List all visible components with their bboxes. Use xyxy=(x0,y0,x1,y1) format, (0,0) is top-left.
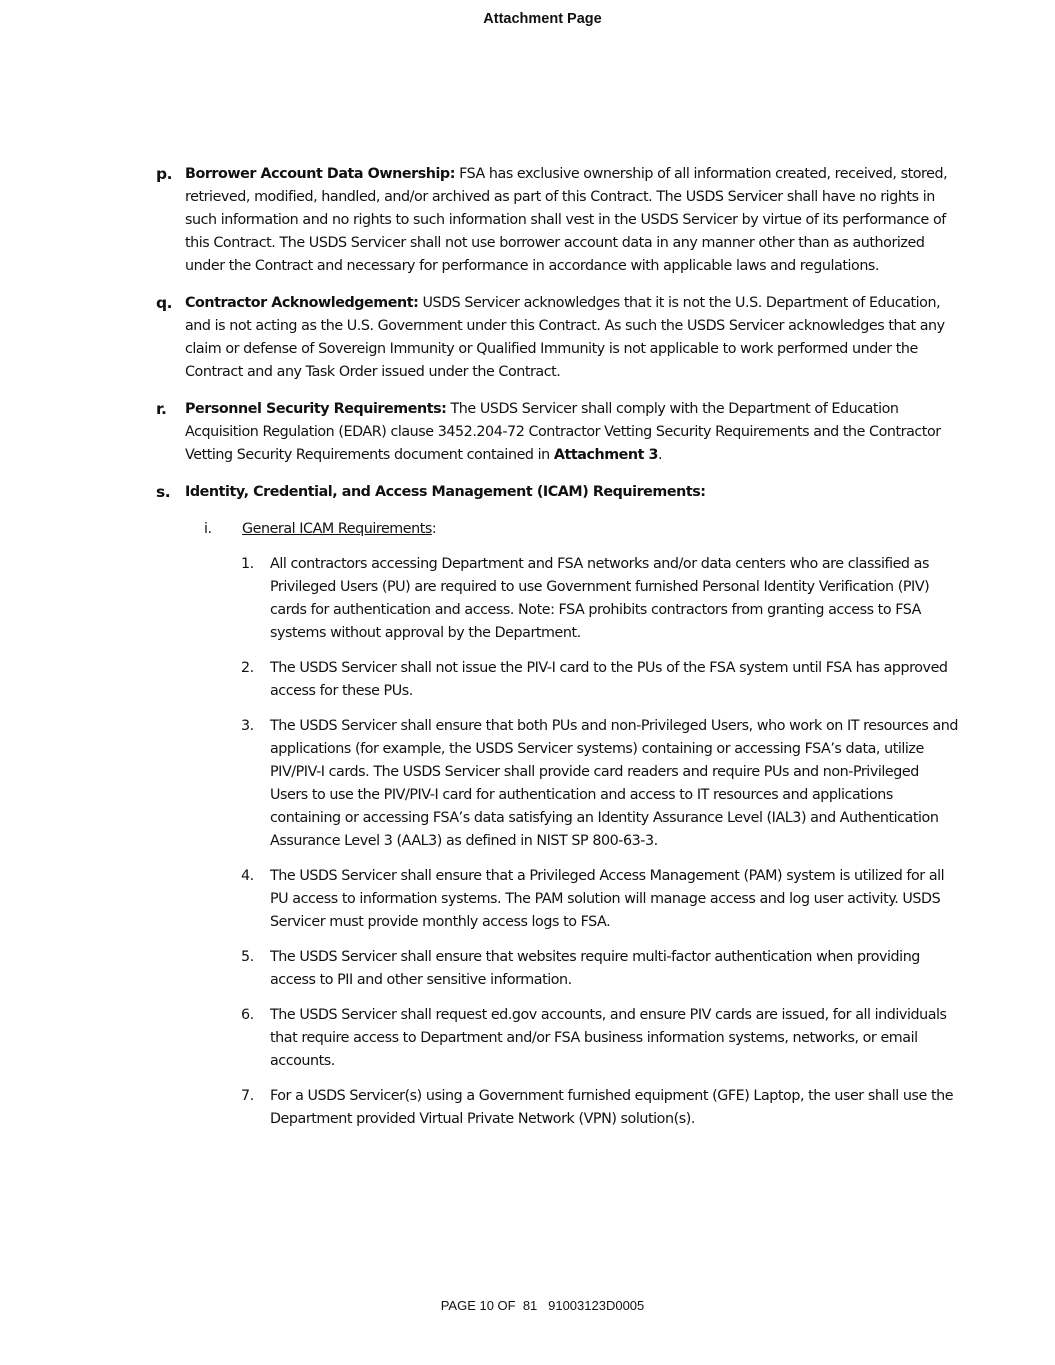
subsection-title: General ICAM Requirements xyxy=(242,521,432,537)
requirement-text: The USDS Servicer shall request ed.gov accounts, and ensure PIV cards are issued, for all individuals that require access to Department and/or FSA business information systems, networks, or email accounts. xyxy=(270,1007,947,1069)
requirement-item xyxy=(0,553,960,645)
section-letter: s. xyxy=(156,483,171,501)
page-header: Attachment Page xyxy=(483,11,602,27)
requirement-text: The USDS Servicer shall ensure that websites require multi-factor authentication when providing access to PII and other sensitive information. xyxy=(270,949,920,988)
section-heading: Borrower Account Data Ownership: xyxy=(185,166,455,182)
requirement-number: 6. xyxy=(241,1007,254,1023)
requirement-number: 4. xyxy=(241,868,254,884)
section-q xyxy=(0,292,965,384)
document-body xyxy=(0,163,1055,1143)
section-p xyxy=(0,163,965,278)
section-letter: r. xyxy=(156,400,167,418)
section-heading: Identity, Credential, and Access Management (ICAM) Requirements: xyxy=(185,484,706,500)
section-letter: p. xyxy=(156,165,173,183)
section-text-end: . xyxy=(658,447,663,463)
subsection-suffix: : xyxy=(431,521,437,537)
requirement-number: 5. xyxy=(241,949,254,965)
requirement-item xyxy=(0,1085,960,1131)
requirement-item xyxy=(0,657,960,703)
subsection-numeral: i. xyxy=(204,521,212,537)
requirement-text: The USDS Servicer shall ensure that both PUs and non-Privileged Users, who work on IT resources and applications (for example, the USDS Servicer systems) containing or accessing FSA’s data, utilize PIV/PIV-I cards. The USDS Servicer shall provide card readers and require PUs and non-Privileged Users to use the PIV/PIV-I card for authentication and access to IT resources and applications containing or accessing FSA’s data satisfying an Identity Assurance Level (IAL3) and Authentication Assurance Level 3 (AAL3) as defined in NIST SP 800-63-3. xyxy=(270,718,959,849)
requirement-number: 1. xyxy=(241,556,254,572)
section-r xyxy=(0,398,965,467)
section-heading: Personnel Security Requirements: xyxy=(185,401,447,417)
requirement-item xyxy=(0,946,960,992)
requirement-item xyxy=(0,715,960,853)
requirement-number: 2. xyxy=(241,660,254,676)
requirement-item xyxy=(0,865,960,934)
requirement-text: The USDS Servicer shall ensure that a Privileged Access Management (PAM) system is utilized for all PU access to information systems. The PAM solution will manage access and log user activity. USDS Servicer must provide monthly access logs to FSA. xyxy=(270,868,945,930)
section-heading: Contractor Acknowledgement: xyxy=(185,295,419,311)
requirement-number: 3. xyxy=(241,718,254,734)
requirement-item xyxy=(0,1004,960,1073)
attachment-reference: Attachment 3 xyxy=(553,447,659,463)
requirement-text: All contractors accessing Department and FSA networks and/or data centers who are classified as Privileged Users (PU) are required to use Government furnished Personal Identity Verification (PIV) cards for authentication and access. Note: FSA prohibits contractors from granting access to FSA systems without approval by the Department. xyxy=(270,556,930,641)
requirement-number: 7. xyxy=(241,1088,254,1104)
requirement-text: For a USDS Servicer(s) using a Government furnished equipment (GFE) Laptop, the user shall use the Department provided Virtual Private Network (VPN) solution(s). xyxy=(270,1088,954,1127)
section-text: The USDS Servicer shall comply with the Department of Education Acquisition Regulation (EDAR) clause 3452.204-72 Contractor Vetting Security Requirements and the Contractor Vetting Security Requirements document contained in xyxy=(185,401,941,463)
section-s xyxy=(0,481,965,504)
section-text: USDS Servicer acknowledges that it is not the U.S. Department of Education, and is not acting as the U.S. Government under this Contract. As such the USDS Servicer acknowledges that any claim or defense of Sovereign Immunity or Qualified Immunity is not applicable to work performed under the Contract and any Task Order issued under the Contract. xyxy=(185,295,945,380)
requirement-text: The USDS Servicer shall not issue the PIV-I card to the PUs of the FSA system until FSA has approved access for these PUs. xyxy=(270,660,948,699)
section-text: FSA has exclusive ownership of all information created, received, stored, retrieved, modified, handled, and/or archived as part of this Contract. The USDS Servicer shall have no rights in such information and no rights to such information shall vest in the USDS Servicer by virtue of its performance of this Contract. The USDS Servicer shall not use borrower account data in any manner other than as authorized under the Contract and necessary for performance in accordance with applicable laws and regulations. xyxy=(185,166,948,274)
subsection-general-icam xyxy=(0,518,1055,541)
page-footer: PAGE 10 OF 81 91003123D0005 xyxy=(440,1298,645,1313)
section-letter: q. xyxy=(156,294,173,312)
